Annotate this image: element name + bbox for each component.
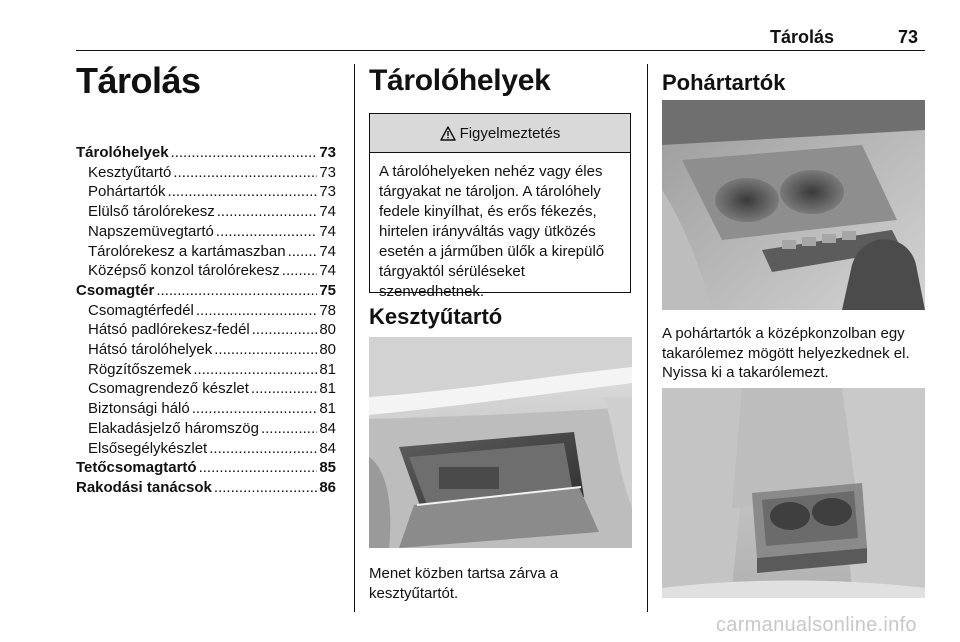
toc-entry-label: Hátsó padlórekesz-fedél	[88, 321, 250, 339]
toc-leader-dots	[252, 320, 318, 340]
toc-entry[interactable]	[76, 163, 336, 183]
toc-entry-label: Elsősegélykészlet	[88, 439, 208, 457]
toc-entry[interactable]	[76, 143, 336, 163]
watermark: carmanualsonline.info	[716, 614, 917, 636]
section-title: Tárolóhelyek	[369, 64, 551, 97]
toc-entry-page: 73	[319, 183, 336, 201]
toc-entry-label: Biztonsági háló	[88, 400, 190, 418]
toc-entry-label: Hátsó tárolóhelyek	[88, 341, 213, 359]
toc-leader-dots	[192, 399, 318, 419]
toc-entry[interactable]	[76, 320, 336, 340]
column-divider-left	[354, 64, 355, 612]
toc-entry-label: Napszemüvegtartó	[88, 222, 214, 240]
toc-entry-page: 81	[319, 380, 336, 398]
cupholders-heading: Pohártartók	[662, 70, 786, 95]
toc-entry[interactable]	[76, 478, 336, 498]
toc-entry-page: 73	[319, 163, 336, 181]
toc-entry[interactable]	[76, 340, 336, 360]
running-header-title: Tárolás	[770, 27, 835, 47]
toc-entry[interactable]	[76, 458, 336, 478]
toc-leader-dots	[217, 202, 318, 222]
toc-leader-dots	[196, 301, 317, 321]
toc-entry-label: Csomagtér	[76, 281, 155, 299]
toc-entry-label: Csomagtérfedél	[88, 301, 194, 319]
toc-entry[interactable]	[76, 439, 336, 459]
toc-entry[interactable]	[76, 399, 336, 419]
toc-entry-page: 74	[319, 203, 336, 221]
warning-text: A tárolóhelyeken nehéz vagy éles tárgyakat ne tároljon. A tárolóhely fedele kinyílhat, és erős fékezés, hirtelen irányváltás vagy ütközés esetén a járműben ülők a kirepülő tárgyaktól sérüléseket szenvedhetnek.	[379, 163, 605, 300]
toc-leader-dots	[156, 281, 317, 301]
toc-leader-dots	[168, 182, 318, 202]
page-number: 73	[898, 27, 919, 47]
toc-entry-label: Elakadásjelző háromszög	[88, 419, 259, 437]
warning-triangle-icon	[440, 126, 456, 141]
toc-leader-dots	[261, 419, 317, 439]
toc-entry-page: 81	[319, 400, 336, 418]
toc-entry-label: Rögzítőszemek	[88, 360, 192, 378]
toc-leader-dots	[288, 242, 318, 262]
toc-entry-page: 84	[319, 419, 336, 437]
toc-entry[interactable]	[76, 202, 336, 222]
toc-leader-dots	[173, 163, 317, 183]
cupholders-illustration-front	[662, 100, 925, 310]
toc-leader-dots	[171, 143, 318, 163]
toc-entry[interactable]	[76, 182, 336, 202]
toc-entry-page: 80	[319, 341, 336, 359]
glovebox-caption: Menet közben tartsa zárva a kesztyűtartót.	[369, 565, 559, 602]
toc-entry-page: 80	[319, 321, 336, 339]
toc-leader-dots	[209, 439, 317, 459]
toc-leader-dots	[199, 458, 318, 478]
toc-entry-label: Középső konzol tárolórekesz	[88, 262, 280, 280]
toc-entry-label: Elülső tárolórekesz	[88, 203, 215, 221]
toc-entry[interactable]	[76, 379, 336, 399]
toc-entry[interactable]	[76, 419, 336, 439]
toc-leader-dots	[214, 340, 317, 360]
cupholders-illustration-rear	[662, 388, 925, 598]
toc-entry-page: 73	[319, 144, 336, 161]
toc-entry-page: 74	[319, 242, 336, 260]
toc-leader-dots	[251, 379, 317, 399]
toc-entry-page: 74	[319, 222, 336, 240]
toc-leader-dots	[216, 222, 317, 242]
glovebox-heading: Kesztyűtartó	[369, 304, 503, 329]
column-divider-right	[647, 64, 648, 612]
glovebox-illustration	[369, 337, 632, 548]
toc-entry[interactable]	[76, 360, 336, 380]
toc-entry-label: Tárolórekesz a kartámaszban	[88, 242, 286, 260]
toc-leader-dots	[282, 261, 318, 281]
toc-entry-label: Kesztyűtartó	[88, 163, 172, 181]
toc-entry-label: Pohártartók	[88, 183, 166, 201]
toc-entry-page: 78	[319, 301, 336, 319]
toc-entry-page: 74	[319, 262, 336, 280]
toc-entry-page: 84	[319, 439, 336, 457]
cupholders-text: A pohártartók a középkonzolban egy takarólemez mögött helyezkednek el. Nyissa ki a takarólemezt.	[662, 325, 910, 381]
toc-entry-label: Rakodási tanácsok	[76, 478, 212, 496]
toc-entry-page: 85	[319, 459, 336, 477]
toc-entry-page: 86	[319, 478, 336, 496]
toc-entry-page: 81	[319, 360, 336, 378]
toc-entry-page: 75	[319, 281, 336, 299]
toc-entry[interactable]	[76, 222, 336, 242]
toc-entry-label: Csomagrendező készlet	[88, 380, 249, 398]
header-rule	[76, 50, 925, 51]
chapter-title: Tárolás	[76, 60, 201, 101]
toc-entry[interactable]	[76, 281, 336, 301]
warning-title: Figyelmeztetés	[459, 124, 561, 142]
toc-entry[interactable]	[76, 242, 336, 262]
table-of-contents	[76, 143, 336, 498]
toc-leader-dots	[214, 478, 317, 498]
toc-entry-label: Tetőcsomagtartó	[76, 459, 197, 477]
toc-entry[interactable]	[76, 261, 336, 281]
warning-header	[370, 114, 630, 153]
toc-leader-dots	[193, 360, 317, 380]
toc-entry-label: Tárolóhelyek	[76, 144, 169, 161]
warning-box	[369, 113, 631, 300]
toc-entry[interactable]	[76, 301, 336, 321]
